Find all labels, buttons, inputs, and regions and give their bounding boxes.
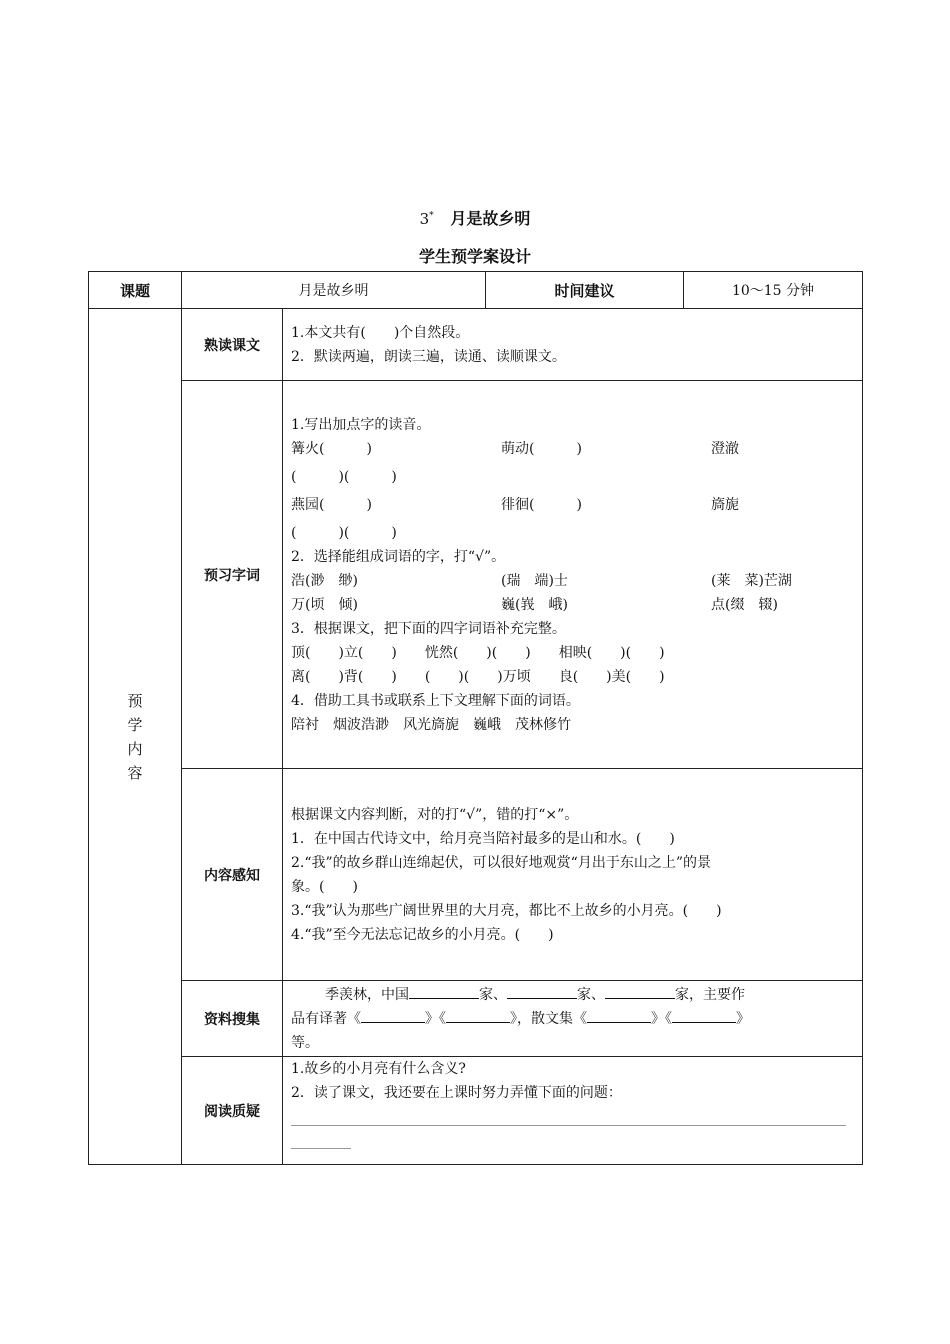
blank[interactable]	[409, 984, 479, 999]
lesson-number: 3	[419, 210, 430, 228]
question-content: 1.故乡的小月亮有什么含义? 2．读了课文，我还要在上课时努力弄懂下面的问题：	[283, 1057, 863, 1165]
blank[interactable]	[605, 984, 675, 999]
preview-table	[88, 271, 863, 1165]
read-label: 熟读课文	[182, 309, 283, 381]
perceive-content: 根据课文内容判断，对的打“√”，错的打“×”。 1．在中国古代诗文中，给月亮当陪衬最多的是山和水。( ) 2.“我”的故乡群山连绵起伏，可以很好地观赏“月出于东山之上”的景 象。( ) 3.“我”认为那些广阔世界里的大月亮，都比不上故乡的小月亮。( ) 4.“我”至今无法忘记故乡的小月亮。( )	[283, 769, 863, 981]
research-label: 资料搜集	[182, 981, 283, 1057]
blank[interactable]	[361, 1008, 425, 1023]
time-label: 时间建议	[486, 272, 684, 309]
blank[interactable]	[446, 1008, 510, 1023]
blank[interactable]	[507, 984, 577, 999]
words-label: 预习字词	[182, 381, 283, 769]
read-row	[89, 309, 863, 381]
time-value: 10～15 分钟	[684, 272, 863, 309]
question-label: 阅读质疑	[182, 1057, 283, 1165]
side-label: 预 学 内 容	[89, 309, 182, 1165]
research-row	[89, 981, 863, 1057]
perceive-row	[89, 769, 863, 981]
question-row	[89, 1057, 863, 1165]
topic-value: 月是故乡明	[182, 272, 486, 309]
header-row	[89, 272, 863, 309]
research-content: 季羡林，中国 家、 家、 家，主要作 品有译著《 》《 》，散文集《 》《 》 等。	[283, 981, 863, 1057]
read-content: 1.本文共有( )个自然段。 2．默读两遍，朗读三遍，读通、读顺课文。	[283, 309, 863, 381]
page-subtitle: 学生预学案设计	[418, 247, 531, 266]
perceive-label: 内容感知	[182, 769, 283, 981]
answer-line-short[interactable]	[291, 1126, 351, 1149]
page-title	[0, 206, 950, 229]
words-content: 1.写出加点字的读音。 篝火( ) 萌动( ) 澄澈 ( )( ) 燕园( ) 徘徊( ) 旖旎 ( )( ) 2．选择能组成词语的字，打“√”。 浩(渺 缈) (瑞 端)士 (莱 菜)芒湖 万(顷 倾) 巍(峩 峨) 点(缀 辍) 3．根据课文，把下面的四字词语补充完整。 顶( )立( ) 恍然( )( ) 相映( )( ) 离( )背( ) ( )( )万顷 良( )美( ) 4．借助工具书或联系上下文理解下面的词语。 陪衬 烟波浩渺 风光旖旎 巍峨 茂林修竹	[283, 381, 863, 769]
blank[interactable]	[587, 1008, 651, 1023]
topic-label: 课题	[89, 272, 182, 309]
blank[interactable]	[672, 1008, 736, 1023]
answer-line[interactable]	[291, 1105, 846, 1126]
lesson-mark: *	[429, 211, 434, 221]
lesson-title: 月是故乡明	[450, 209, 531, 228]
words-row	[89, 381, 863, 769]
